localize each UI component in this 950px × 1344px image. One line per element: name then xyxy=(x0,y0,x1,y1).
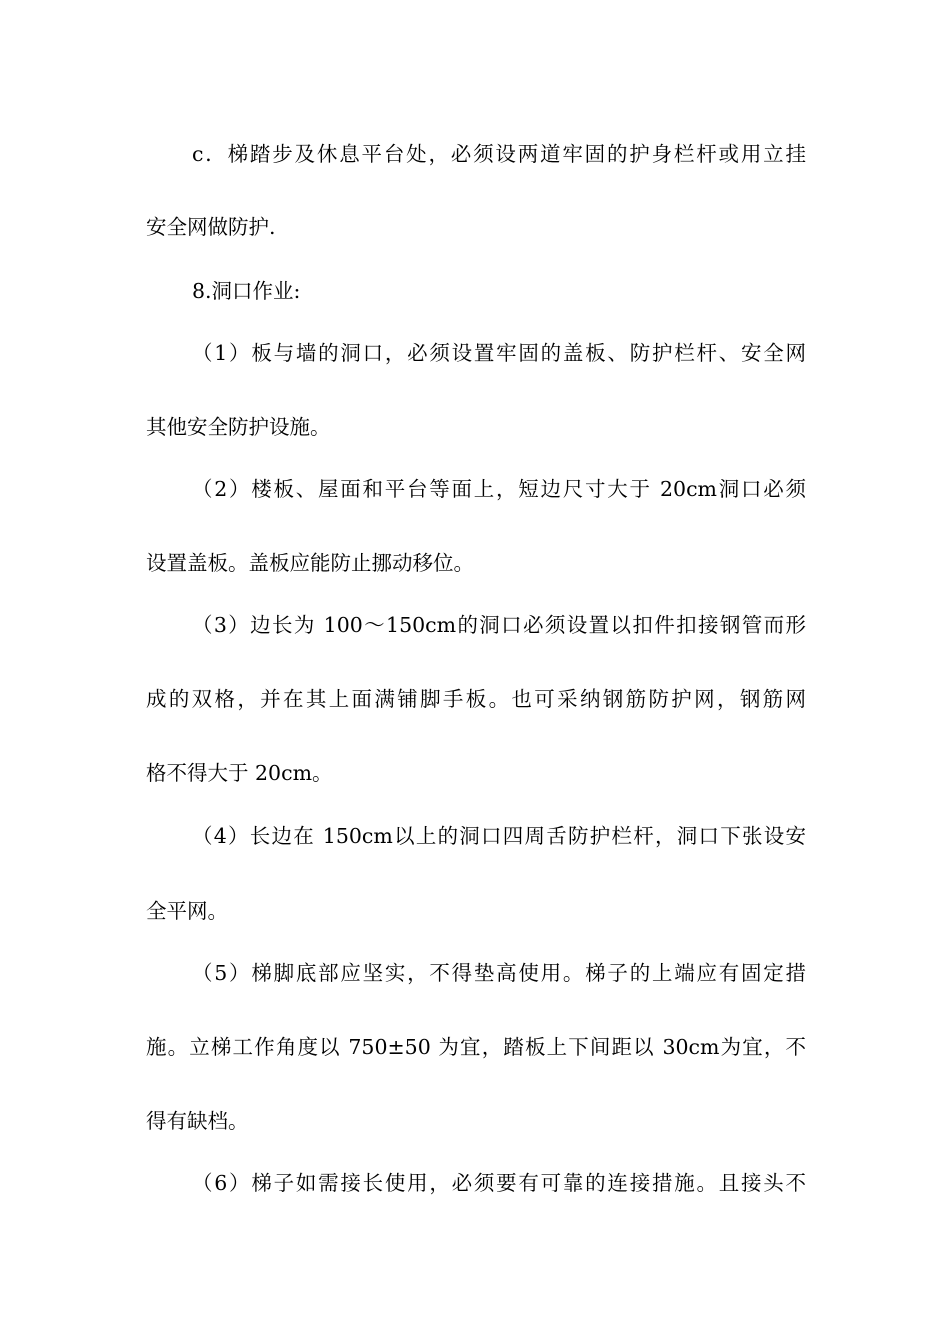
paragraph-line: c．梯踏步及休息平台处，必须设两道牢固的护身栏杆或用立挂 xyxy=(192,142,806,166)
paragraph-line: （6）梯子如需接长使用，必须要有可靠的连接措施。且接头不 xyxy=(192,1171,806,1195)
paragraph-line: 格不得大于 20cm。 xyxy=(146,761,333,785)
paragraph-line: （4）长边在 150cm以上的洞口四周舌防护栏杆，洞口下张设安 xyxy=(192,824,806,848)
paragraph-line: 得有缺档。 xyxy=(146,1109,249,1133)
paragraph-line: （2）楼板、屋面和平台等面上，短边尺寸大于 20cm洞口必须 xyxy=(192,477,806,501)
paragraph-line: 设置盖板。盖板应能防止挪动移位。 xyxy=(146,551,474,575)
paragraph-line: 其他安全防护设施。 xyxy=(146,415,331,439)
paragraph-line: 成的双格，并在其上面满铺脚手板。也可采纳钢筋防护网，钢筋网 xyxy=(146,687,806,711)
section-heading: 8.洞口作业: xyxy=(192,279,301,303)
paragraph-line: （3）边长为 100～150cm的洞口必须设置以扣件扣接钢管而形 xyxy=(192,613,806,637)
paragraph-line: 安全网做防护. xyxy=(146,215,276,239)
paragraph-line: 全平网。 xyxy=(146,899,228,923)
paragraph-line: （1）板与墙的洞口，必须设置牢固的盖板、防护栏杆、安全网 xyxy=(192,341,806,365)
paragraph-line: （5）梯脚底部应坚实，不得垫高使用。梯子的上端应有固定措 xyxy=(192,961,806,985)
paragraph-line: 施。立梯工作角度以 750±50 为宜，踏板上下间距以 30cm为宜，不 xyxy=(146,1035,806,1059)
